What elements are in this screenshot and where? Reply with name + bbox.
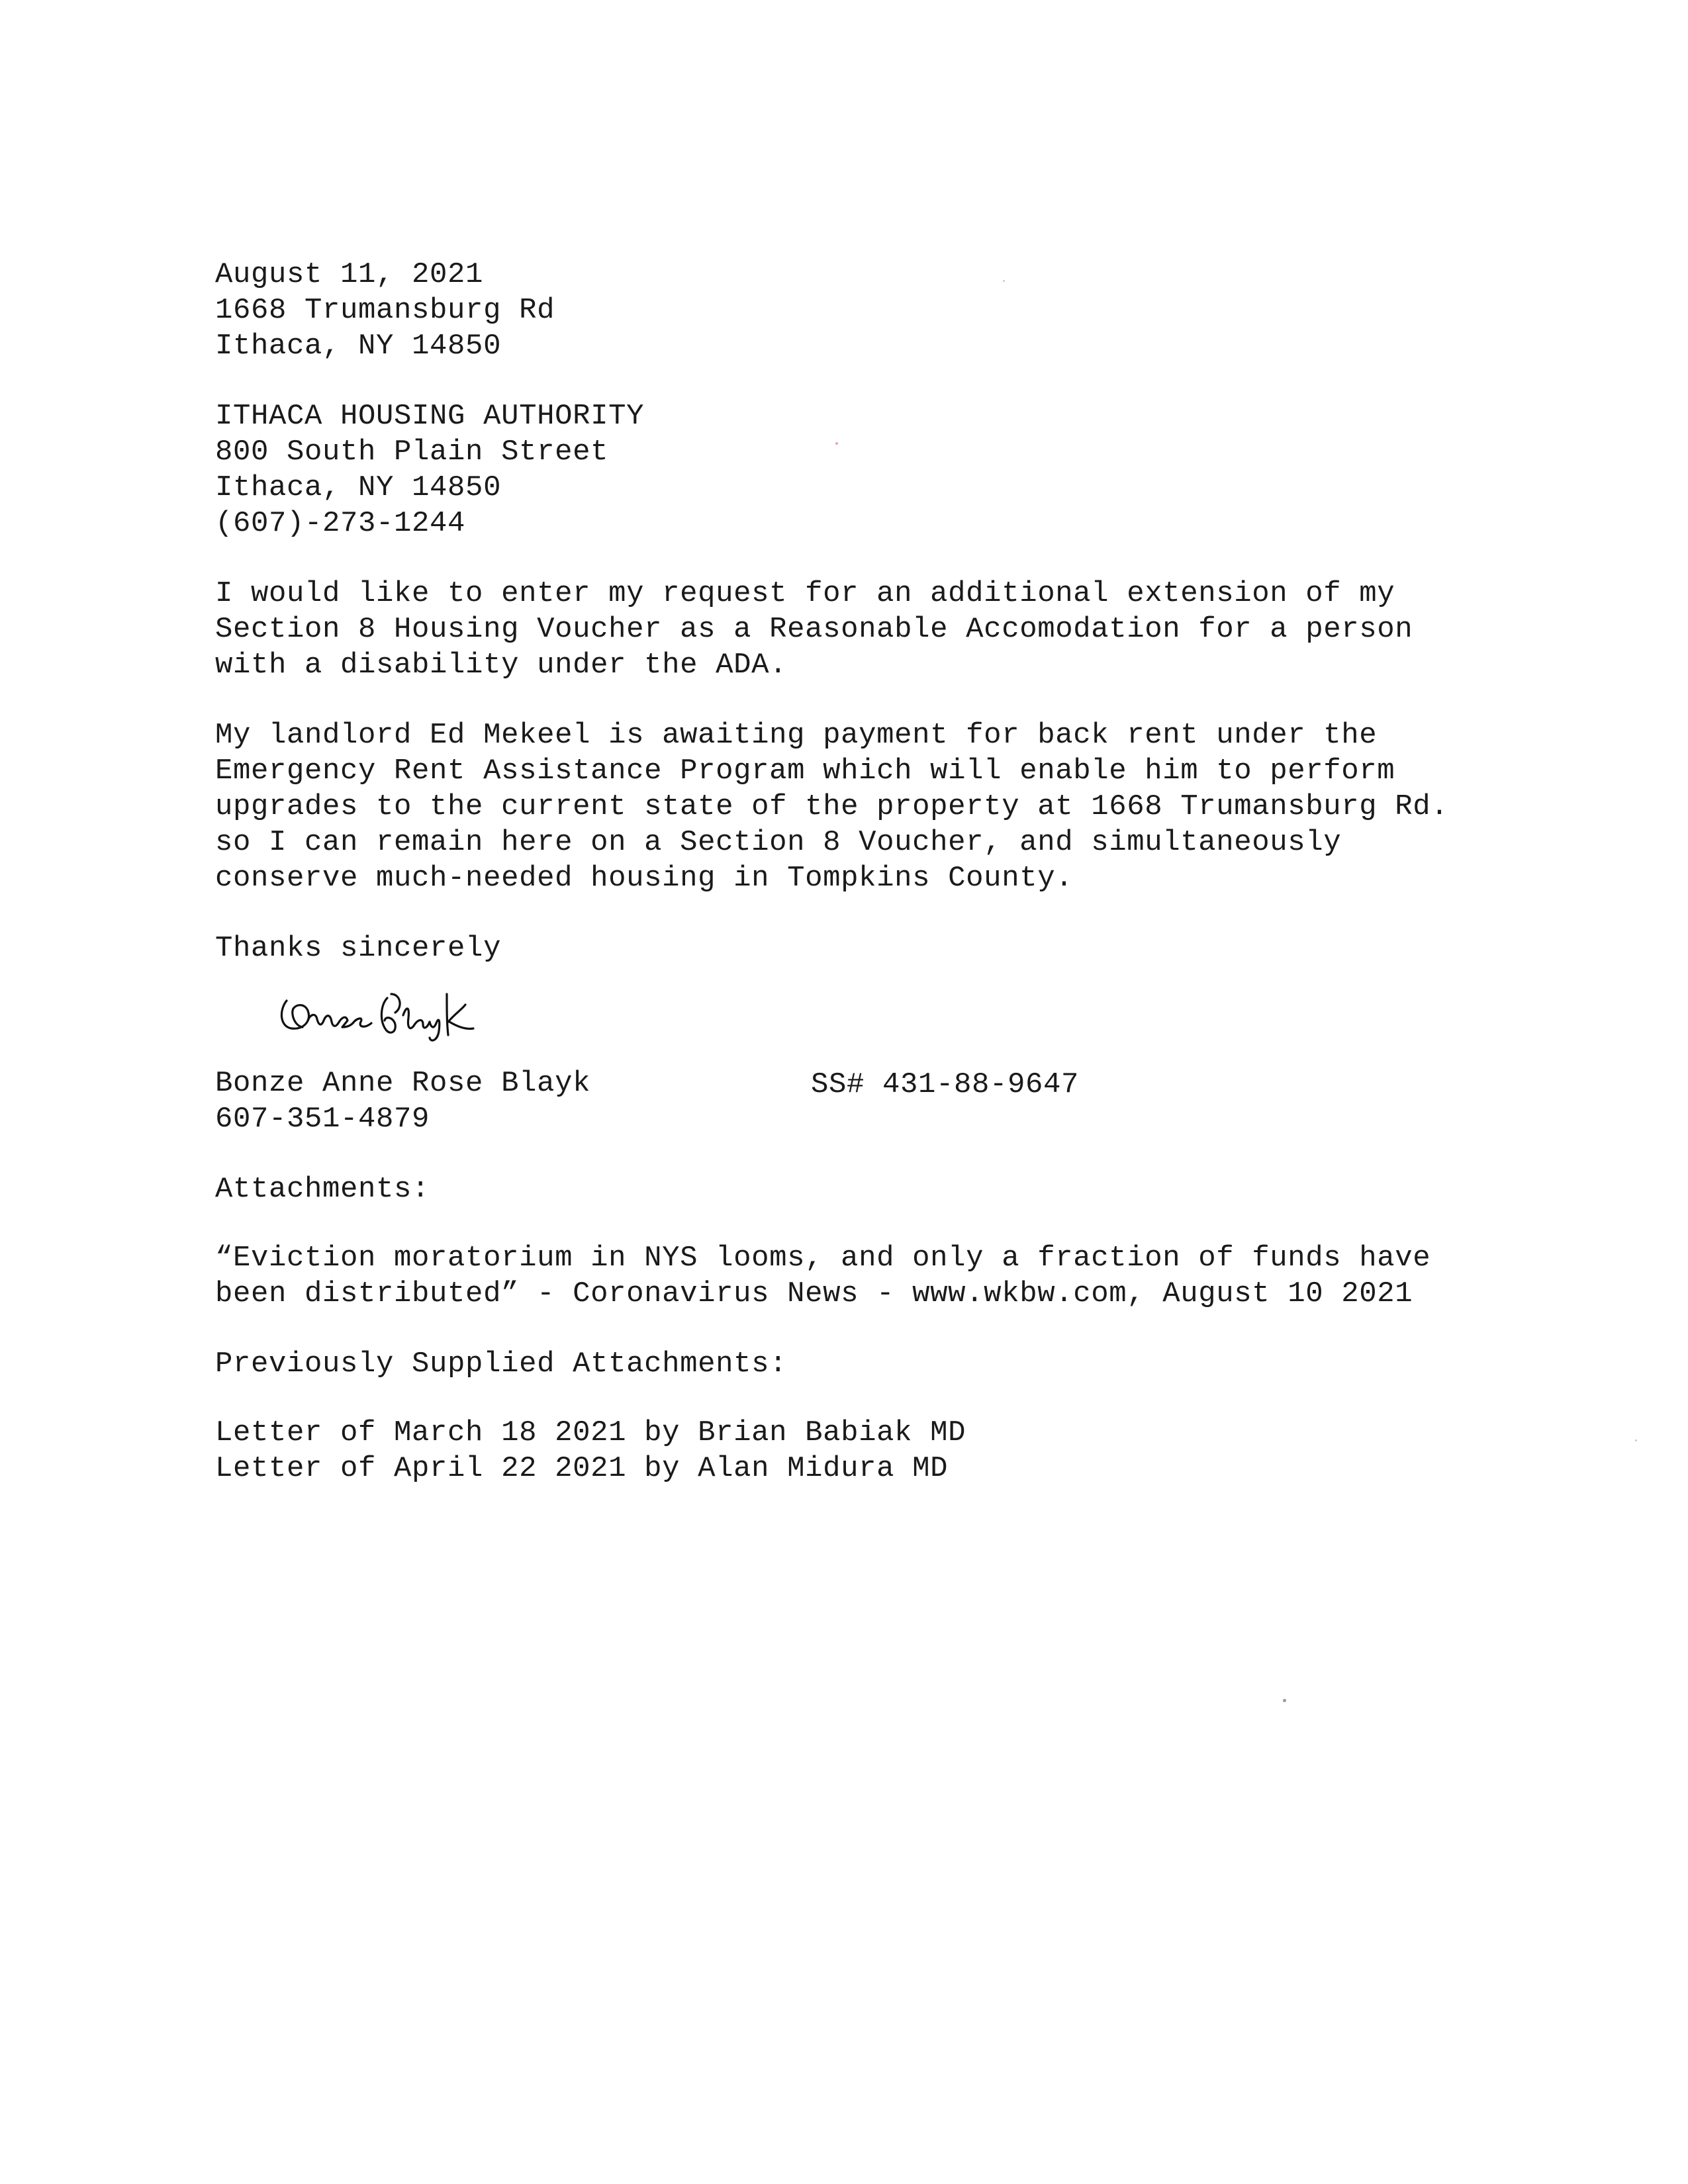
- signer-name-row: [215, 1066, 1526, 1101]
- sender-address-line1: 1668 Trumansburg Rd: [215, 294, 555, 327]
- body-paragraph-1: [215, 576, 1526, 683]
- attachment-line: “Eviction moratorium in NYS looms, and only a fraction of funds have: [215, 1242, 1431, 1275]
- letter-date: August 11, 2021: [215, 258, 484, 291]
- previous-attachments-heading: Previously Supplied Attachments:: [215, 1347, 788, 1381]
- spacer: [215, 1382, 1526, 1415]
- paragraph-line: upgrades to the current state of the property at 1668 Trumansburg Rd.: [215, 790, 1449, 823]
- recipient-phone: (607)-273-1244: [215, 507, 466, 540]
- recipient-city: Ithaca, NY 14850: [215, 471, 502, 504]
- recipient-street: 800 South Plain Street: [215, 435, 609, 469]
- spacer: [215, 541, 1526, 576]
- attachments-list: [215, 1240, 1526, 1312]
- body-paragraph-2: [215, 717, 1526, 896]
- closing-text: Thanks sincerely: [215, 932, 502, 965]
- previous-attachment-line: Letter of April 22 2021 by Alan Midura MD: [215, 1452, 949, 1485]
- paragraph-line: My landlord Ed Mekeel is awaiting payment for back rent under the: [215, 719, 1378, 752]
- paragraph-line: with a disability under the ADA.: [215, 649, 788, 682]
- paragraph-line: I would like to enter my request for an additional extension of my: [215, 577, 1395, 610]
- paragraph-line: Section 8 Housing Voucher as a Reasonable Accomodation for a person: [215, 613, 1413, 646]
- ss-number: SS# 431-88-9647: [811, 1068, 1080, 1101]
- spacer: [215, 1207, 1526, 1240]
- paragraph-line: conserve much-needed housing in Tompkins County.: [215, 862, 1074, 895]
- scan-speck: [1635, 1439, 1637, 1441]
- scan-speck: [1283, 1699, 1286, 1702]
- spacer: [215, 1137, 1526, 1171]
- paragraph-line: Emergency Rent Assistance Program which will enable him to perform: [215, 754, 1395, 788]
- sender-header: [215, 257, 1526, 364]
- spacer: [215, 1312, 1526, 1346]
- attachment-line: been distributed” - Coronavirus News - www.wkbw.com, August 10 2021: [215, 1277, 1413, 1310]
- paragraph-line: so I can remain here on a Section 8 Voucher, and simultaneously: [215, 826, 1342, 859]
- previous-attachment-line: Letter of March 18 2021 by Brian Babiak MD: [215, 1416, 966, 1449]
- previous-attachments-list: [215, 1415, 1526, 1486]
- spacer: [215, 896, 1526, 931]
- recipient-name: ITHACA HOUSING AUTHORITY: [215, 400, 645, 433]
- letter-body: [215, 257, 1526, 1486]
- spacer: [215, 683, 1526, 717]
- signer-name: Bonze Anne Rose Blayk: [215, 1067, 591, 1100]
- sender-address-line2: Ithaca, NY 14850: [215, 330, 502, 363]
- signature-block: [215, 966, 1526, 1066]
- spacer: [215, 364, 1526, 398]
- recipient-block: [215, 398, 1526, 541]
- attachments-heading: Attachments:: [215, 1173, 430, 1206]
- handwritten-signature: [273, 974, 492, 1047]
- signer-phone: 607-351-4879: [215, 1103, 430, 1136]
